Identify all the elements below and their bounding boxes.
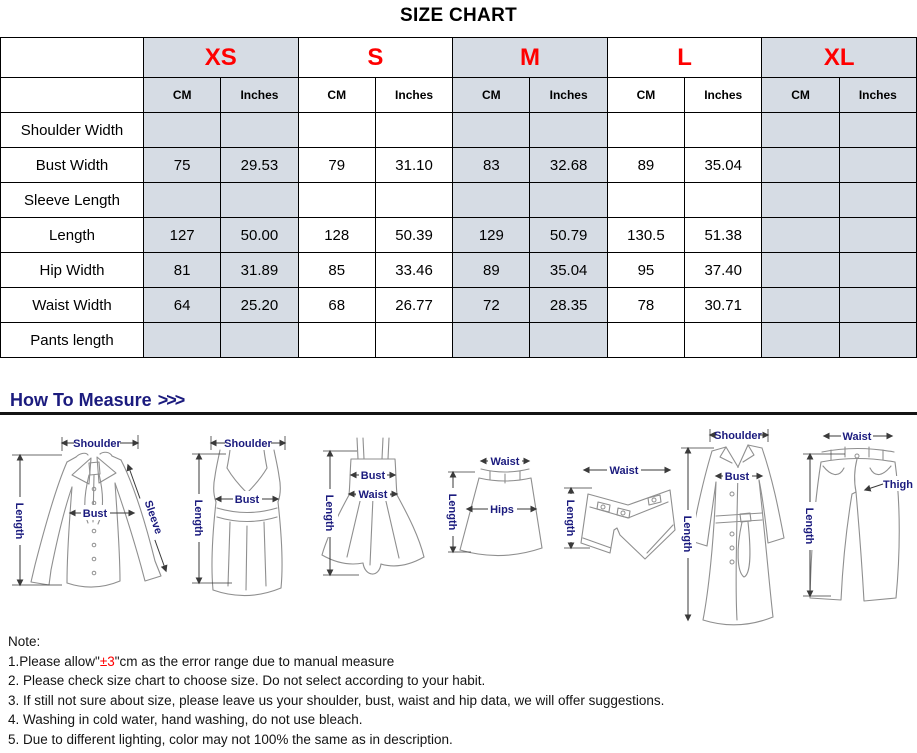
how-to-measure-heading xyxy=(10,390,183,411)
data-cell xyxy=(762,218,839,253)
measure-label-length: Length xyxy=(192,499,204,537)
measure-label-sleeve: Sleeve xyxy=(141,498,165,536)
measure-label-waist: Waist xyxy=(358,489,388,501)
data-cell: 95 xyxy=(607,253,684,288)
measure-label-bust: Bust xyxy=(724,471,750,483)
data-cell: 28.35 xyxy=(530,288,607,323)
coat-figure xyxy=(674,424,798,632)
data-cell xyxy=(607,113,684,148)
data-cell: 83 xyxy=(453,148,530,183)
data-cell xyxy=(298,183,375,218)
data-cell xyxy=(762,113,839,148)
data-cell xyxy=(375,183,452,218)
measure-label-shoulder: Shoulder xyxy=(73,438,121,450)
unit-header-cell: Inches xyxy=(530,78,607,113)
data-cell: 50.79 xyxy=(530,218,607,253)
data-cell xyxy=(685,323,762,358)
data-cell xyxy=(607,323,684,358)
dress-figure xyxy=(313,437,433,597)
data-cell: 68 xyxy=(298,288,375,323)
data-cell: 89 xyxy=(453,253,530,288)
data-cell: 130.5 xyxy=(607,218,684,253)
unit-header-cell: Inches xyxy=(375,78,452,113)
corner-cell xyxy=(1,38,144,78)
data-cell xyxy=(530,113,607,148)
data-cell: 32.68 xyxy=(530,148,607,183)
measure-label-hips: Hips xyxy=(490,504,514,516)
data-cell xyxy=(685,183,762,218)
measure-label-waist: Waist xyxy=(609,465,639,477)
data-cell xyxy=(453,323,530,358)
blouse-figure xyxy=(4,425,184,622)
data-cell: 50.00 xyxy=(221,218,298,253)
data-cell xyxy=(375,323,452,358)
measure-label-length: Length xyxy=(681,515,693,553)
row-label-cell: Waist Width xyxy=(1,288,144,323)
data-cell xyxy=(762,288,839,323)
data-cell xyxy=(221,183,298,218)
data-cell xyxy=(221,113,298,148)
data-cell xyxy=(453,113,530,148)
note-line-1 xyxy=(8,652,908,672)
data-cell: 89 xyxy=(607,148,684,183)
note-line-5: 5. Due to different lighting, color may not 100% the same as in description. xyxy=(8,731,453,747)
notes-section xyxy=(8,632,908,749)
data-cell: 128 xyxy=(298,218,375,253)
measure-label-waist: Waist xyxy=(842,431,872,443)
measure-label-shoulder: Shoulder xyxy=(714,430,762,442)
data-cell xyxy=(530,323,607,358)
notes-heading: Note: xyxy=(8,634,41,649)
data-cell: 129 xyxy=(453,218,530,253)
data-cell: 72 xyxy=(453,288,530,323)
size-header-l: L xyxy=(607,38,762,78)
row-label-cell: Hip Width xyxy=(1,253,144,288)
data-cell xyxy=(762,253,839,288)
data-cell xyxy=(839,253,916,288)
note-line-3: 3. If still not sure about size, please leave us your shoulder, bust, waist and hip data, we will offer suggestions. xyxy=(8,692,665,708)
data-cell: 78 xyxy=(607,288,684,323)
note-line-2: 2. Please check size chart to choose size. Do not select according to your habit. xyxy=(8,673,486,688)
data-cell: 31.10 xyxy=(375,148,452,183)
how-to-measure-label: How To Measure xyxy=(10,390,152,410)
measure-label-bust: Bust xyxy=(82,508,108,520)
chevrons-icon: >>> xyxy=(157,390,184,410)
table-row xyxy=(1,218,917,253)
measure-label-thigh: Thigh xyxy=(883,479,913,491)
measure-label-bust: Bust xyxy=(360,470,386,482)
data-cell: 30.71 xyxy=(685,288,762,323)
shorts-figure xyxy=(550,458,676,570)
data-cell xyxy=(839,183,916,218)
how-to-measure-figures xyxy=(0,420,917,633)
data-cell: 51.38 xyxy=(685,218,762,253)
size-header-s: S xyxy=(298,38,453,78)
table-row xyxy=(1,148,917,183)
measure-label-length: Length xyxy=(13,502,25,540)
unit-header-cell: CM xyxy=(144,78,221,113)
data-cell xyxy=(144,113,221,148)
measure-label-waist: Waist xyxy=(490,456,520,468)
corner-cell-2 xyxy=(1,78,144,113)
data-cell xyxy=(839,288,916,323)
data-cell xyxy=(144,183,221,218)
row-label-cell: Bust Width xyxy=(1,148,144,183)
data-cell xyxy=(530,183,607,218)
page-title: SIZE CHART xyxy=(400,5,517,26)
row-label-cell: Shoulder Width xyxy=(1,113,144,148)
table-row xyxy=(1,323,917,358)
size-header-m: M xyxy=(453,38,608,78)
size-header-xl: XL xyxy=(762,38,917,78)
measure-label-shoulder: Shoulder xyxy=(224,438,272,450)
table-row xyxy=(1,288,917,323)
data-cell: 37.40 xyxy=(685,253,762,288)
unit-header-cell: CM xyxy=(762,78,839,113)
data-cell: 64 xyxy=(144,288,221,323)
data-cell xyxy=(839,218,916,253)
data-cell xyxy=(298,323,375,358)
data-cell: 50.39 xyxy=(375,218,452,253)
data-cell xyxy=(298,113,375,148)
data-cell: 75 xyxy=(144,148,221,183)
data-cell: 33.46 xyxy=(375,253,452,288)
data-cell xyxy=(839,148,916,183)
unit-header-row xyxy=(1,78,917,113)
measure-label-length: Length xyxy=(323,494,335,532)
table-row xyxy=(1,113,917,148)
data-cell xyxy=(453,183,530,218)
error-range-value: ±3 xyxy=(99,653,115,669)
data-cell xyxy=(762,323,839,358)
row-label-cell: Length xyxy=(1,218,144,253)
data-cell: 26.77 xyxy=(375,288,452,323)
measure-label-length: Length xyxy=(803,507,815,545)
note-line-4: 4. Washing in cold water, hand washing, do not use bleach. xyxy=(8,712,363,727)
data-cell xyxy=(762,183,839,218)
data-cell xyxy=(839,113,916,148)
size-header-row xyxy=(1,38,917,78)
row-label-cell: Pants length xyxy=(1,323,144,358)
data-cell: 81 xyxy=(144,253,221,288)
data-cell xyxy=(607,183,684,218)
data-cell: 127 xyxy=(144,218,221,253)
unit-header-cell: CM xyxy=(453,78,530,113)
data-cell xyxy=(685,113,762,148)
pants-figure xyxy=(797,426,913,618)
size-header-xs: XS xyxy=(144,38,299,78)
data-cell xyxy=(375,113,452,148)
measure-label-length: Length xyxy=(446,493,458,531)
divider-rule xyxy=(0,412,917,415)
unit-header-cell: Inches xyxy=(685,78,762,113)
data-cell: 85 xyxy=(298,253,375,288)
size-chart-table xyxy=(0,37,917,358)
measure-label-length: Length xyxy=(564,499,576,537)
data-cell: 35.04 xyxy=(530,253,607,288)
table-row xyxy=(1,183,917,218)
data-cell: 25.20 xyxy=(221,288,298,323)
data-cell: 35.04 xyxy=(685,148,762,183)
tank-top-figure xyxy=(186,428,308,612)
data-cell: 31.89 xyxy=(221,253,298,288)
data-cell xyxy=(144,323,221,358)
data-cell xyxy=(762,148,839,183)
unit-header-cell: CM xyxy=(298,78,375,113)
note-1-suffix: "cm as the error range due to manual measure xyxy=(114,653,395,669)
measure-label-bust: Bust xyxy=(234,494,260,506)
skirt-figure xyxy=(445,452,553,576)
row-label-cell: Sleeve Length xyxy=(1,183,144,218)
data-cell: 79 xyxy=(298,148,375,183)
note-1-prefix: 1.Please allow" xyxy=(8,653,100,669)
data-cell xyxy=(221,323,298,358)
data-cell xyxy=(839,323,916,358)
table-row xyxy=(1,253,917,288)
unit-header-cell: Inches xyxy=(839,78,916,113)
unit-header-cell: CM xyxy=(607,78,684,113)
unit-header-cell: Inches xyxy=(221,78,298,113)
data-cell: 29.53 xyxy=(221,148,298,183)
